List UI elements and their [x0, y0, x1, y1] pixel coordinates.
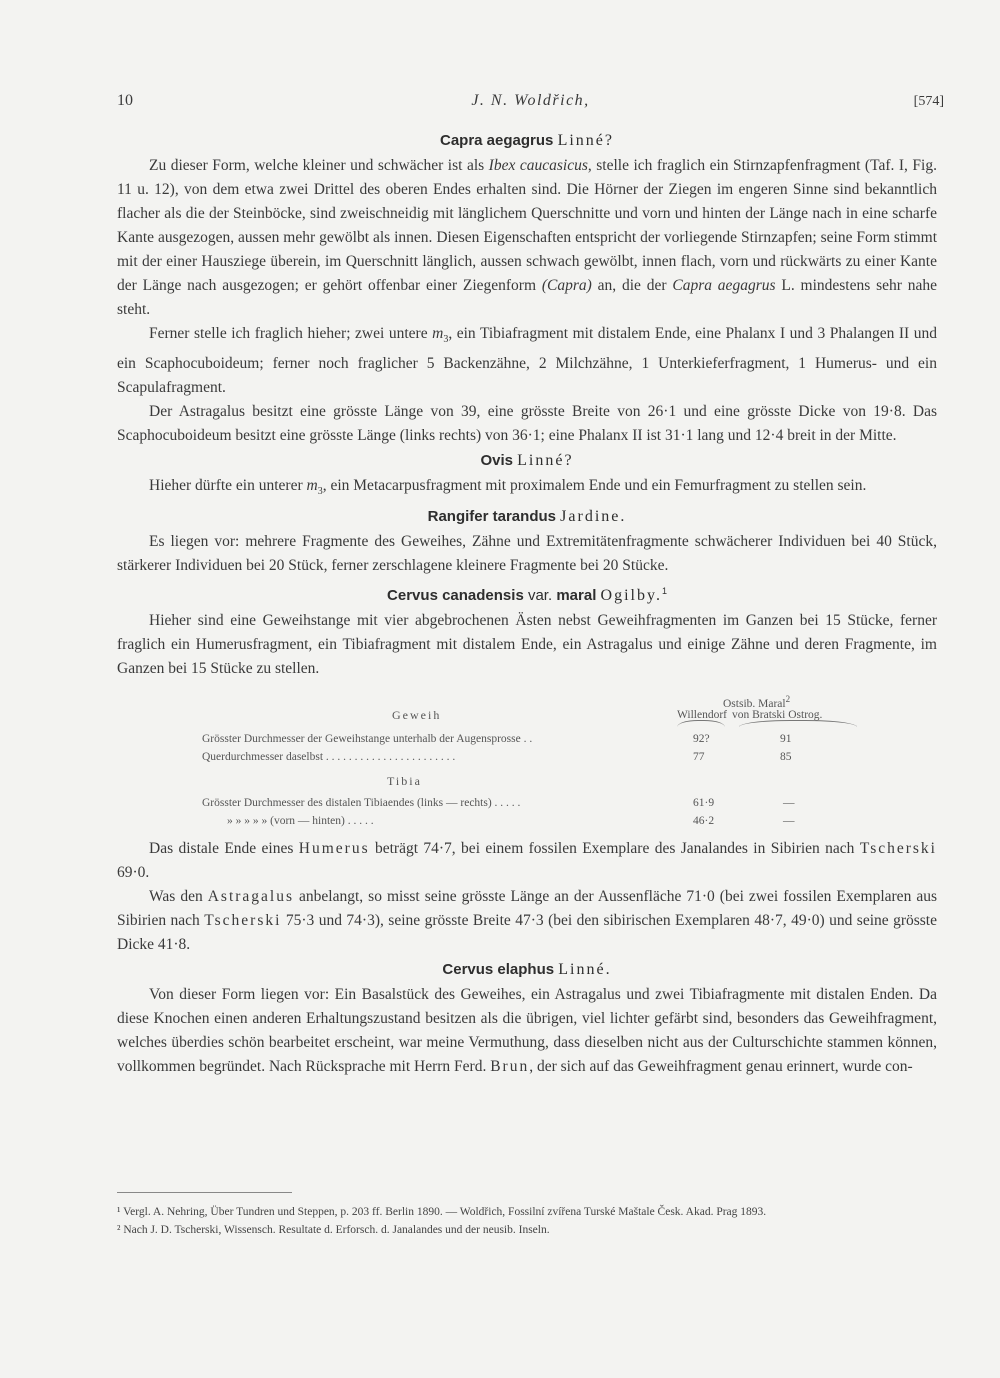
species-name: (Capra) [541, 277, 592, 294]
heading-author: Jardine. [560, 508, 627, 526]
heading-var: var. [527, 587, 553, 605]
page-number: 10 [117, 92, 133, 109]
paragraph: Der Astragalus besitzt eine grösste Länge von 39, eine grösste Breite von 26·1 und eine grösste Dicke von 19·8. Das Scaphocuboideum besitzt eine grösste Länge (links rechts) von 36·1; eine Phalanx II ist 31·1 lang und 12·4 breit in der Mitte. [117, 403, 937, 445]
table-cell: 61·9 [693, 797, 715, 810]
column-brace [677, 720, 725, 727]
text-run: Zu dieser Form, welche kleiner und schwächer ist als [149, 157, 489, 174]
spaced-term: Humerus [298, 840, 370, 858]
paragraph [117, 837, 937, 885]
paragraph [117, 983, 937, 1079]
heading-genus: Cervus canadensis [387, 587, 524, 605]
text-run: 75·3 und 74·3), seine grösste Breite 47·3 (bei den sibirischen Exemplaren 48·7, 49·0) und seine grösste Dicke 41·8. [117, 912, 937, 954]
section-heading-cervus-canadensis [117, 578, 937, 609]
footnotes [117, 1203, 937, 1239]
heading-genus: Cervus elaphus [442, 961, 555, 979]
table-section-geweih: Geweih [392, 708, 442, 723]
tooth-subscript: 3 [317, 486, 323, 498]
text-run: anbelangt, so misst seine grösste Länge an der Aussenfläche 71·0 (bei zwei fossilen Exemplaren aus Sibirien nach [117, 888, 937, 930]
species-name: Capra aegagrus [672, 277, 776, 294]
heading-genus: Rangifer tarandus [427, 508, 556, 526]
column-header-willendorf: Willendorf [677, 709, 727, 722]
text-run: an, die der [591, 277, 673, 294]
tooth-symbol: m [306, 477, 318, 495]
text-run: 69·0. [117, 864, 150, 882]
heading-author: Linné? [557, 132, 614, 149]
footnote-2: ² Nach J. D. Tscherski, Wissensch. Resultate d. Erforsch. d. Janalandes und der neusib. Inseln. [117, 1224, 550, 1236]
table-cell: 85 [780, 751, 792, 764]
footnote-1: ¹ Vergl. A. Nehring, Über Tundren und Steppen, p. 203 ff. Berlin 1890. — Woldřich, Fossilní zvířena Turské Maštale Česk. Akad. Prag 1893. [117, 1206, 767, 1218]
heading-genus: Ovis [480, 452, 513, 470]
tooth-symbol: m [432, 325, 444, 342]
section-heading-capra [117, 128, 937, 154]
header-text: Ostsib. Maral [723, 698, 786, 711]
paragraph [117, 885, 937, 957]
table-row-label: Querdurchmesser daselbst . . . . . . . . . . . . . . . . . . . . . . . [202, 751, 456, 764]
heading-author: Linné? [517, 452, 574, 470]
column-header-bratski: von Bratski Ostrog. [732, 709, 823, 722]
text-run: , ein Tibiafragment mit distalem Ende, eine Phalanx I und 3 Phalangen II und ein Scaphocuboideum; ferner noch fraglicher 5 Backenzähne, 2 Milchzähne, 1 Unterkieferfragment, 1 Humerus- und ein Scapulafragment. [117, 325, 937, 397]
spaced-term: Astragalus [207, 888, 295, 906]
heading-author: Ogilby. [600, 587, 662, 605]
table-cell: 92? [693, 733, 710, 746]
paragraph [117, 474, 937, 504]
heading-author: Linné. [558, 961, 612, 979]
text-run: , der sich auf das Geweihfragment genau erinnert, wurde con- [529, 1058, 913, 1076]
table-cell: — [783, 797, 795, 810]
spaced-term: Tscherski [859, 840, 937, 858]
table-cell: 91 [780, 733, 792, 746]
main-text [117, 128, 937, 1079]
text-run: beträgt 74·7, bei einem fossilen Exemplare des Janalandes in Sibirien nach [369, 840, 860, 858]
section-heading-rangifer [117, 504, 937, 530]
heading-genus: Capra aegagrus [440, 132, 554, 149]
original-page-number: [574] [913, 94, 944, 109]
text-run: Ferner stelle ich fraglich hieher; zwei untere [149, 325, 433, 342]
species-name: Ibex caucasicus [488, 157, 588, 174]
running-header [117, 92, 944, 114]
text-run: Was den [149, 888, 208, 906]
table-row-label: » » » » » (vorn — hinten) . . . . . [227, 815, 374, 828]
table-cell: — [783, 815, 795, 828]
text-run: Hieher dürfte ein unterer [149, 477, 307, 495]
text-run: Das distale Ende eines [149, 840, 299, 858]
footnote-divider [117, 1192, 292, 1193]
table-cell: 77 [693, 751, 705, 764]
text-run: L. mindestens sehr nahe steht. [117, 277, 937, 318]
paragraph: Hieher sind eine Geweihstange mit vier abgebrochenen Ästen nebst Geweihfragmenten im Ganzen bei 15 Stücke, ferner fraglich ein Humerusfragment, ein Tibiafragment mit distalem Ende, ein Astragalus und einige Zähne und deren Fragmente, im Ganzen bei 15 Stücke zu stellen. [117, 612, 937, 678]
table-row-label: Grösster Durchmesser des distalen Tibiaendes (links — rechts) . . . . . [202, 797, 521, 810]
tooth-subscript: 3 [443, 334, 449, 346]
footnote-ref: 2 [785, 694, 791, 705]
text-run: , stelle ich fraglich ein Stirnzapfenfragment (Taf. I, Fig. 11 u. 12), von dem etwa zwei Drittel des oberen Endes erhalten sind. Die Hörner der Ziegen im engeren Sinne sind bekanntlich flacher als die der Steinböcke, sind zweischneidig mit länglichem Querschnitte und vorn und hinten der Länge nach in eine scharfe Kante ausgezogen, aussen mehr gewölbt als innen. Diesen Eigenschaften entspricht der vorliegende Stirnzapfen; seine Form stimmt mit der einer Hausziege überein, im Querschnitt länglich, aussen schwach gewölbt, innen flach, vorn und rückwärts zu einer Kante der Länge nach ausgezogen; er gehört offenbar einer Ziegenform [117, 157, 937, 294]
column-brace [739, 720, 857, 727]
text-run: Von dieser Form liegen vor: Ein Basalstück des Geweihes, ein Astragalus und zwei Tibiafragmente mit distalen Enden. Da diese Knochen einen anderen Erhaltungszustand besitzen als die übrigen, viel lichter gefärbt sind, besonders das Geweihfragment, welches überdies schön bearbeitet erscheint, war meine Vermuthung, dass dieselben nicht aus der Culturschichte stammen können, vollkommen begründet. Nach Rücksprache mit Herrn Ferd. [117, 986, 937, 1076]
spaced-term: Tscherski [204, 912, 282, 930]
paragraph [117, 322, 937, 400]
section-heading-ovis [117, 448, 937, 474]
spaced-term: Brun [490, 1058, 530, 1076]
footnote-ref: 1 [661, 586, 667, 597]
running-title: J. N. Woldřich, [471, 92, 590, 109]
paragraph [117, 154, 937, 322]
paragraph: Es liegen vor: mehrere Fragmente des Geweihes, Zähne und Extremitätenfragmente schwächerer Individuen bei 40 Stück, stärkerer Individuen bei 20 Stück, ferner zerschlagene kleinere Fragmente bei 20 Stücke. [117, 533, 937, 575]
table-cell: 46·2 [693, 815, 715, 828]
table-section-tibia: Tibia [387, 774, 422, 789]
heading-subspecies: maral [556, 587, 597, 605]
section-heading-cervus-elaphus [117, 957, 937, 983]
measurement-table [117, 685, 937, 835]
text-run: , ein Metacarpusfragment mit proximalem Ende und ein Femurfragment zu stellen sein. [322, 477, 867, 495]
table-row-label: Grösster Durchmesser der Geweihstange unterhalb der Augensprosse . . [202, 733, 533, 746]
